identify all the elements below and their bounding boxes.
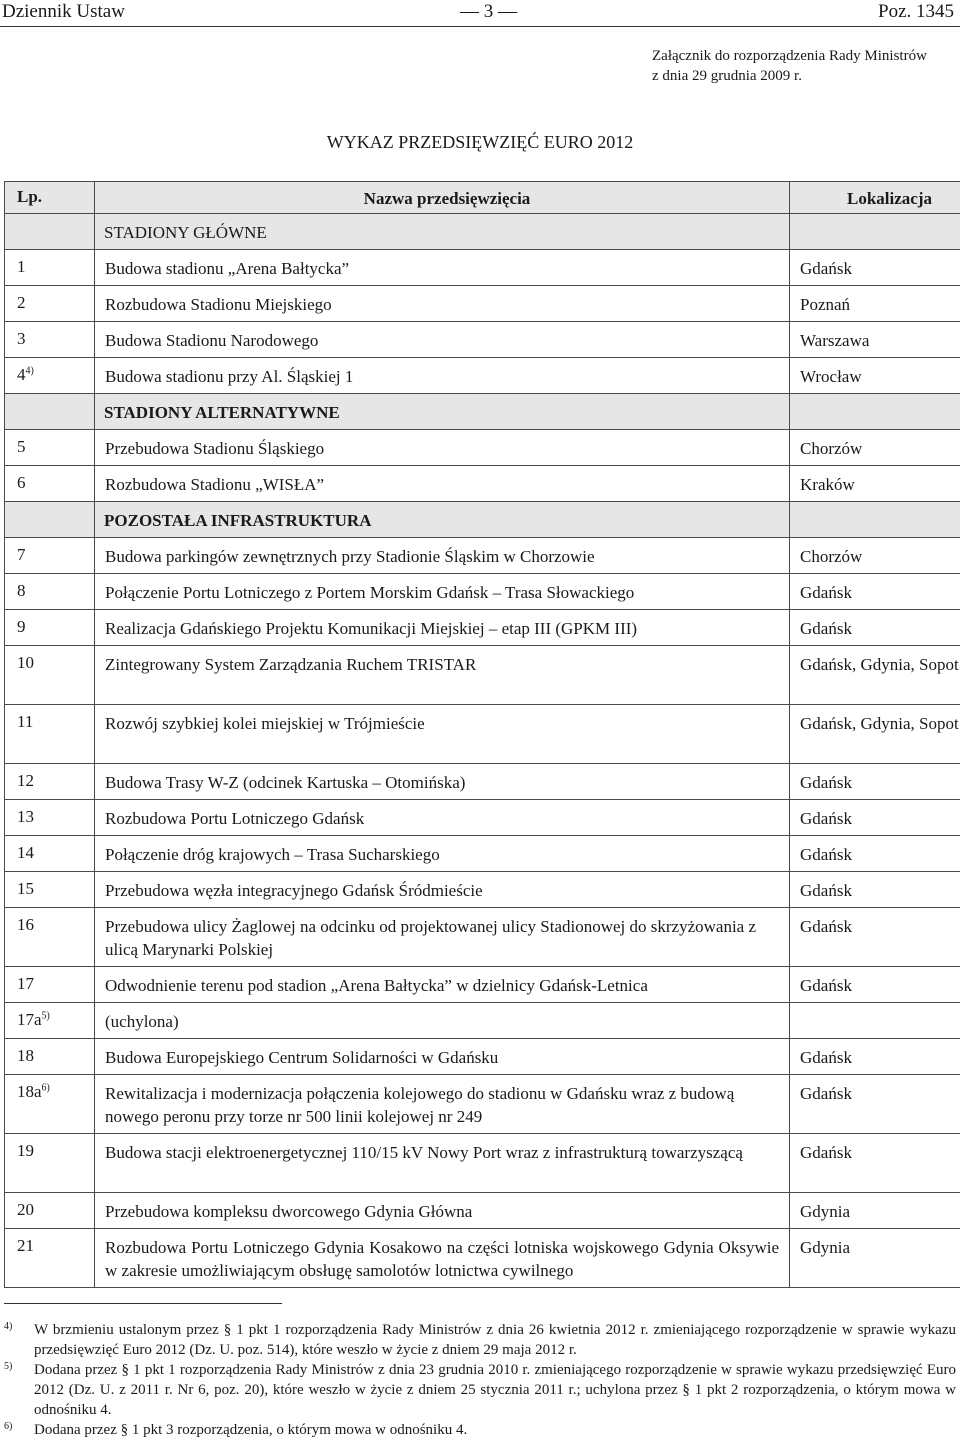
table-row [5,872,960,908]
row-location: Gdańsk [790,836,960,872]
row-name: Budowa stadionu przy Al. Śląskiej 1 [95,358,790,394]
row-location: Poznań [790,286,960,322]
annex-line-2: z dnia 29 grudnia 2009 r. [652,68,802,84]
row-lp: 5 [5,430,95,466]
annex-note [652,46,952,86]
row-lp: 12 [5,764,95,800]
table-row [5,358,960,394]
row-lp: 16 [5,908,95,967]
row-name: Przebudowa Stadionu Śląskiego [95,430,790,466]
annex-line-1: Załącznik do rozporządzenia Rady Ministrów [652,48,927,64]
row-name: Rozbudowa Stadionu „WISŁA” [95,466,790,502]
row-lp: 14 [5,836,95,872]
row-name: Odwodnienie terenu pod stadion „Arena Bałtycka” w dzielnicy Gdańsk-Letnica [95,967,790,1003]
journal-name: Dziennik Ustaw [2,1,125,22]
row-location: Wrocław [790,358,960,394]
footnote-ref: 5) [41,1010,50,1022]
footnote-divider [4,1303,282,1304]
table-row [5,1134,960,1193]
row-location: Gdańsk [790,764,960,800]
row-name: Realizacja Gdańskiego Projektu Komunikacji Miejskiej – etap III (GPKM III) [95,610,790,646]
footnote-mark: 6) [4,1421,13,1432]
header-name: Nazwa przedsięwzięcia [95,182,790,214]
row-lp: 1 [5,250,95,286]
position-number: Poz. 1345 [878,1,954,22]
footnote [4,1360,956,1420]
footnote [4,1320,956,1360]
row-name: Przebudowa ulicy Żaglowej na odcinku od projektowanej ulicy Stadionowej do skrzyżowania z ulicą Marynarki Polskiej [95,908,790,967]
row-location: Gdynia [790,1229,960,1288]
table-row [5,967,960,1003]
projects-table [4,181,960,1288]
table-row [5,538,960,574]
row-location: Gdańsk, Gdynia, Sopot [790,705,960,764]
row-name: Budowa parkingów zewnętrznych przy Stadionie Śląskim w Chorzowie [95,538,790,574]
section-title: POZOSTAŁA INFRASTRUKTURA [95,502,790,538]
row-lp: 13 [5,800,95,836]
table-row [5,250,960,286]
row-location: Gdańsk [790,1039,960,1075]
row-lp: 8 [5,574,95,610]
row-name: Przebudowa kompleksu dworcowego Gdynia Główna [95,1193,790,1229]
row-location: Gdańsk [790,800,960,836]
row-lp: 3 [5,322,95,358]
row-location: Warszawa [790,322,960,358]
section-title: STADIONY GŁÓWNE [95,214,790,250]
row-name: Budowa Trasy W-Z (odcinek Kartuska – Otomińska) [95,764,790,800]
row-name: Budowa Europejskiego Centrum Solidarności w Gdańsku [95,1039,790,1075]
row-name: Budowa stadionu „Arena Bałtycka” [95,250,790,286]
footnote-ref: 6) [41,1082,50,1094]
row-location: Chorzów [790,538,960,574]
row-lp: 9 [5,610,95,646]
table-row [5,705,960,764]
row-location: Gdańsk, Gdynia, Sopot [790,646,960,705]
row-lp: 19 [5,1134,95,1193]
row-lp: 15 [5,872,95,908]
row-name: Zintegrowany System Zarządzania Ruchem TRISTAR [95,646,790,705]
row-lp: 21 [5,1229,95,1288]
row-lp: 17 [5,967,95,1003]
row-name: Rozbudowa Portu Lotniczego Gdańsk [95,800,790,836]
table-row [5,908,960,967]
row-name: Połączenie Portu Lotniczego z Portem Morskim Gdańsk – Trasa Słowackiego [95,574,790,610]
table-row [5,1003,960,1039]
row-lp: 7 [5,538,95,574]
row-lp: $18a^{6)}$ [5,1075,95,1134]
row-location: Gdańsk [790,610,960,646]
table-row [5,764,960,800]
header-lp: Lp. [5,182,95,214]
row-location: Gdańsk [790,1075,960,1134]
row-lp: 6 [5,466,95,502]
row-lp: 18 [5,1039,95,1075]
table-row [5,1075,960,1134]
footnote-text: Dodana przez § 1 pkt 1 rozporządzenia Rady Ministrów z dnia 23 grudnia 2010 r. zmieniającego rozporządzenie w sprawie wykazu przedsięwzięć Euro 2012 (Dz. U. z 2011 r. Nr 6, poz. 20), które weszło w życie z dniem 25 stycznia 2011 r.; uchylona przez § 1 pkt 2 rozporządzenia, o którym mowa w odnośniku 4. [34,1362,956,1418]
row-lp: 10 [5,646,95,705]
footnote-text: Dodana przez § 1 pkt 3 rozporządzenia, o którym mowa w odnośniku 4. [34,1422,468,1438]
row-name: Rozbudowa Portu Lotniczego Gdynia Kosakowo na części lotniska wojskowego Gdynia Oksywie w zakresie umożliwiającym obsługę samolotów lotnictwa cywilnego [95,1229,790,1288]
row-location: Gdańsk [790,250,960,286]
table-row [5,466,960,502]
footnote-text: W brzmieniu ustalonym przez § 1 pkt 1 rozporządzenia Rady Ministrów z dnia 26 kwietnia 2012 r. zmieniającego rozporządzenie w sprawie wykazu przedsięwzięć Euro 2012 (Dz. U. poz. 514), które weszło w życie z dniem 29 maja 2012 r. [34,1322,956,1358]
section-row-main-stadiums [5,214,960,250]
row-location: Gdańsk [790,967,960,1003]
row-location: Gdańsk [790,574,960,610]
table-row [5,430,960,466]
row-name: Połączenie dróg krajowych – Trasa Sucharskiego [95,836,790,872]
table-row [5,610,960,646]
table-row [5,286,960,322]
page-number: — 3 — [460,1,517,22]
row-lp: 20 [5,1193,95,1229]
row-name: (uchylona) [95,1003,790,1039]
page-header [0,0,960,27]
row-name: Budowa stacji elektroenergetycznej 110/15 kV Nowy Port wraz z infrastrukturą towarzyszącą [95,1134,790,1193]
footnote [4,1420,956,1440]
table-header-row [5,182,960,214]
section-row-other-infrastructure [5,502,960,538]
footnotes [4,1320,956,1440]
row-name: Rozwój szybkiej kolei miejskiej w Trójmieście [95,705,790,764]
header-location: Lokalizacja [790,182,960,214]
row-name: Przebudowa węzła integracyjnego Gdańsk Śródmieście [95,872,790,908]
table-row [5,1193,960,1229]
table-row [5,800,960,836]
row-location: Gdańsk [790,1134,960,1193]
row-location: Kraków [790,466,960,502]
row-lp: 11 [5,705,95,764]
row-location: Gdańsk [790,908,960,967]
row-name: Rewitalizacja i modernizacja połączenia kolejowego do stadionu w Gdańsku wraz z budową nowego peronu przy torze nr 500 linii kolejowej nr 249 [95,1075,790,1134]
table-row [5,836,960,872]
section-title: STADIONY ALTERNATYWNE [95,394,790,430]
footnote-ref: 4) [25,365,34,377]
row-lp: $17a^{5)}$ [5,1003,95,1039]
row-name: Budowa Stadionu Narodowego [95,322,790,358]
row-name: Rozbudowa Stadionu Miejskiego [95,286,790,322]
table-row [5,322,960,358]
row-location: Chorzów [790,430,960,466]
row-location [790,1003,960,1039]
row-location: Gdynia [790,1193,960,1229]
row-lp: 2 [5,286,95,322]
table-row [5,574,960,610]
row-location: Gdańsk [790,872,960,908]
document-title: WYKAZ PRZEDSIĘWZIĘĆ EURO 2012 [326,132,634,152]
section-row-alternative-stadiums [5,394,960,430]
table-row [5,1039,960,1075]
footnote-mark: 5) [4,1361,13,1372]
footnote-mark: 4) [4,1321,13,1332]
row-lp: 4$^{4)}$ [5,358,95,394]
table-row [5,646,960,705]
table-row [5,1229,960,1288]
